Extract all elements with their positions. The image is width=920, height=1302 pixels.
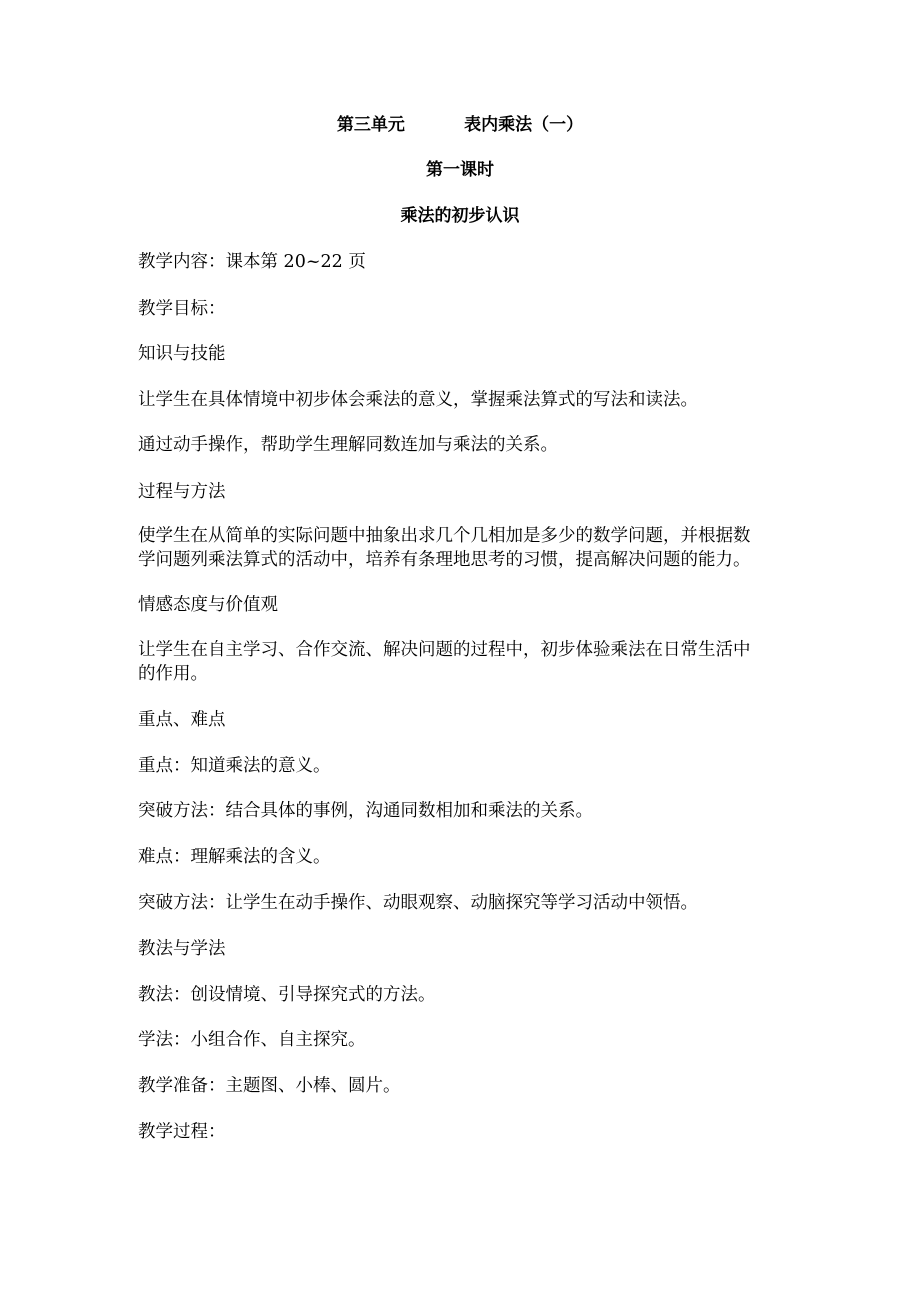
process-label: 教学过程： (138, 1122, 226, 1142)
key-method: 突破方法：结合具体的事例，沟通同数相加和乘法的关系。 (138, 801, 593, 821)
process-paragraph-line-2: 学问题列乘法算式的活动中，培养有条理地思考的习惯，提高解决问题的能力。 (138, 550, 751, 570)
emotion-paragraph (138, 638, 788, 686)
lesson-number: 第一课时 (426, 160, 494, 180)
preparation: 教学准备：主题图、小棒、圆片。 (138, 1076, 401, 1096)
process-paragraph-line-1: 使学生在从简单的实际问题中抽象出求几个几相加是多少的数学问题，并根据数 (138, 526, 751, 546)
difficult-method: 突破方法：让学生在动手操作、动眼观察、动脑探究等学习活动中领悟。 (138, 893, 698, 913)
emotion-paragraph-line-2: 的作用。 (138, 664, 208, 684)
knowledge-heading: 知识与技能 (138, 344, 226, 364)
process-paragraph (138, 524, 788, 572)
emotion-paragraph-line-1: 让学生在自主学习、合作交流、解决问题的过程中，初步体验乘法在日常生活中 (138, 640, 751, 660)
unit-title: 第三单元 表内乘法（一） (336, 115, 584, 135)
emotion-heading: 情感态度与价值观 (138, 595, 278, 615)
teaching-method: 教法：创设情境、引导探究式的方法。 (138, 985, 436, 1005)
learning-method: 学法：小组合作、自主探究。 (138, 1030, 366, 1050)
difficult-point: 难点：理解乘法的含义。 (138, 847, 331, 867)
objectives-label: 教学目标： (138, 299, 226, 319)
knowledge-item-2: 通过动手操作，帮助学生理解同数连加与乘法的关系。 (138, 435, 558, 455)
content-line: 教学内容：课本第 20~22 页 (138, 252, 366, 272)
key-point: 重点：知道乘法的意义。 (138, 756, 331, 776)
process-heading: 过程与方法 (138, 482, 226, 502)
key-difficult-heading: 重点、难点 (138, 710, 226, 730)
lesson-title: 乘法的初步认识 (400, 206, 520, 226)
methods-heading: 教法与学法 (138, 939, 226, 959)
knowledge-item-1: 让学生在具体情境中初步体会乘法的意义，掌握乘法算式的写法和读法。 (138, 390, 698, 410)
